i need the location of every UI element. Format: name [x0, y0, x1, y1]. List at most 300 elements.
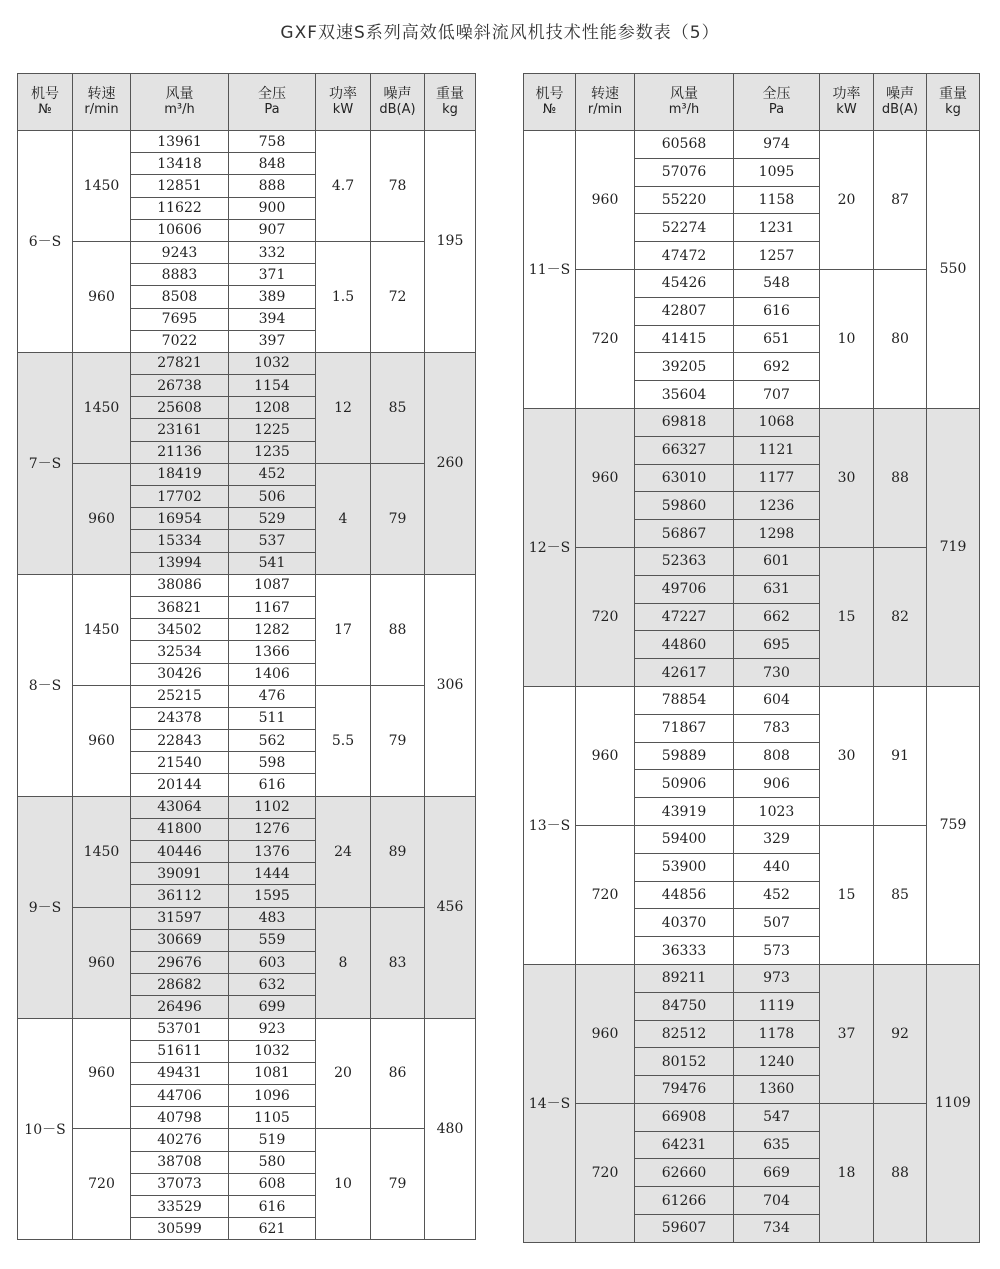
header-label: 噪声 — [383, 86, 412, 102]
header-unit: dB(A) — [881, 102, 919, 117]
pressure-cell: 601 — [734, 547, 820, 575]
airflow-cell: 7022 — [131, 330, 229, 352]
pressure-cell: 397 — [229, 330, 316, 352]
pressure-cell: 1167 — [229, 596, 316, 618]
pressure-cell: 1087 — [229, 574, 316, 596]
noise-cell: 88 — [371, 574, 425, 685]
pressure-cell: 506 — [229, 486, 316, 508]
pressure-cell: 1121 — [734, 436, 820, 464]
speed-cell: 720 — [576, 1103, 635, 1242]
header-unit: kW — [332, 102, 354, 117]
header-cell — [734, 74, 820, 131]
airflow-cell: 39205 — [635, 353, 734, 381]
airflow-cell: 8883 — [131, 264, 229, 286]
airflow-cell: 61266 — [635, 1187, 734, 1215]
pressure-cell: 537 — [229, 530, 316, 552]
model-number-cell: 8－S — [18, 574, 73, 796]
airflow-cell: 59889 — [635, 742, 734, 770]
speed-cell: 720 — [576, 269, 635, 408]
airflow-cell: 71867 — [635, 714, 734, 742]
airflow-cell: 41800 — [131, 818, 229, 840]
airflow-cell: 8508 — [131, 286, 229, 308]
header-label: 功率 — [329, 86, 357, 102]
pressure-cell: 1444 — [229, 863, 316, 885]
pressure-cell: 1178 — [734, 1020, 820, 1048]
table-row — [18, 241, 476, 263]
pressure-cell: 598 — [229, 752, 316, 774]
airflow-cell: 36821 — [131, 596, 229, 618]
speed-cell: 960 — [73, 907, 131, 1018]
header-unit: dB(A) — [379, 102, 416, 117]
header-cell — [73, 74, 131, 131]
pressure-cell: 529 — [229, 508, 316, 530]
table-row — [18, 1129, 476, 1151]
airflow-cell: 62660 — [635, 1159, 734, 1187]
weight-cell: 306 — [425, 574, 476, 796]
airflow-cell: 41415 — [635, 325, 734, 353]
weight-cell: 1109 — [927, 964, 980, 1242]
model-number-cell: 14－S — [524, 964, 576, 1242]
table-row — [524, 269, 980, 297]
airflow-cell: 11622 — [131, 197, 229, 219]
table-row — [18, 574, 476, 596]
airflow-cell: 15334 — [131, 530, 229, 552]
airflow-cell: 59607 — [635, 1215, 734, 1243]
airflow-cell: 64231 — [635, 1131, 734, 1159]
pressure-cell: 707 — [734, 381, 820, 409]
pressure-cell: 906 — [734, 770, 820, 798]
header-unit: r/min — [587, 102, 623, 117]
airflow-cell: 38086 — [131, 574, 229, 596]
pressure-cell: 730 — [734, 659, 820, 687]
airflow-cell: 57076 — [635, 158, 734, 186]
airflow-cell: 21136 — [131, 441, 229, 463]
pressure-cell: 1276 — [229, 818, 316, 840]
speed-cell: 960 — [73, 685, 131, 796]
model-number-cell: 7－S — [18, 352, 73, 574]
airflow-cell: 69818 — [635, 408, 734, 436]
pressure-cell: 1595 — [229, 885, 316, 907]
pressure-cell: 547 — [734, 1103, 820, 1131]
noise-cell: 82 — [874, 547, 927, 686]
header-cell — [635, 74, 734, 131]
table-row — [18, 463, 476, 485]
airflow-cell: 44706 — [131, 1085, 229, 1107]
pressure-cell: 1095 — [734, 158, 820, 186]
airflow-cell: 32534 — [131, 641, 229, 663]
pressure-cell: 734 — [734, 1215, 820, 1243]
airflow-cell: 36333 — [635, 937, 734, 965]
airflow-cell: 31597 — [131, 907, 229, 929]
table-row — [524, 964, 980, 992]
noise-cell: 88 — [874, 408, 927, 547]
header-cell — [18, 74, 73, 131]
header-row — [524, 74, 980, 131]
header-label: 重量 — [436, 86, 464, 102]
airflow-cell: 33529 — [131, 1196, 229, 1218]
pressure-cell: 783 — [734, 714, 820, 742]
pressure-cell: 452 — [734, 881, 820, 909]
pressure-cell: 541 — [229, 552, 316, 574]
pressure-cell: 559 — [229, 929, 316, 951]
page-title: GXF双速S系列高效低噪斜流风机技术性能参数表（5） — [280, 23, 720, 43]
header-unit: kg — [442, 102, 458, 117]
pressure-cell: 519 — [229, 1129, 316, 1151]
airflow-cell: 26496 — [131, 996, 229, 1018]
power-cell: 15 — [820, 825, 874, 964]
power-cell: 24 — [316, 796, 371, 907]
airflow-cell: 13418 — [131, 153, 229, 175]
noise-cell: 89 — [371, 796, 425, 907]
airflow-cell: 82512 — [635, 1020, 734, 1048]
model-number-cell: 6－S — [18, 131, 73, 353]
pressure-cell: 394 — [229, 308, 316, 330]
pressure-cell: 483 — [229, 907, 316, 929]
pressure-cell: 974 — [734, 131, 820, 159]
header-unit: m³/h — [668, 102, 700, 117]
airflow-cell: 44860 — [635, 631, 734, 659]
airflow-cell: 63010 — [635, 464, 734, 492]
pressure-cell: 608 — [229, 1173, 316, 1195]
airflow-cell: 53701 — [131, 1018, 229, 1040]
power-cell: 20 — [820, 131, 874, 270]
table-row — [18, 685, 476, 707]
speed-cell: 960 — [73, 463, 131, 574]
airflow-cell: 49431 — [131, 1062, 229, 1084]
pressure-cell: 332 — [229, 241, 316, 263]
pressure-cell: 476 — [229, 685, 316, 707]
pressure-cell: 888 — [229, 175, 316, 197]
power-cell: 30 — [820, 686, 874, 825]
pressure-cell: 1208 — [229, 397, 316, 419]
pressure-cell: 621 — [229, 1218, 316, 1240]
weight-cell: 550 — [927, 131, 980, 409]
speed-cell: 960 — [576, 408, 635, 547]
table-row — [18, 352, 476, 374]
airflow-cell: 10606 — [131, 219, 229, 241]
model-number-cell: 13－S — [524, 686, 576, 964]
pressure-cell: 1023 — [734, 798, 820, 826]
power-cell: 1.5 — [316, 241, 371, 352]
airflow-cell: 24378 — [131, 707, 229, 729]
airflow-cell: 7695 — [131, 308, 229, 330]
pressure-cell: 1298 — [734, 520, 820, 548]
pressure-cell: 1154 — [229, 375, 316, 397]
airflow-cell: 13961 — [131, 131, 229, 153]
table-row — [524, 547, 980, 575]
table-row — [18, 1018, 476, 1040]
airflow-cell: 26738 — [131, 375, 229, 397]
pressure-cell: 1105 — [229, 1107, 316, 1129]
pressure-cell: 329 — [734, 825, 820, 853]
airflow-cell: 17702 — [131, 486, 229, 508]
noise-cell: 87 — [874, 131, 927, 270]
pressure-cell: 548 — [734, 269, 820, 297]
power-cell: 12 — [316, 352, 371, 463]
airflow-cell: 28682 — [131, 974, 229, 996]
airflow-cell: 49706 — [635, 575, 734, 603]
pressure-cell: 440 — [734, 853, 820, 881]
speed-cell: 720 — [576, 825, 635, 964]
airflow-cell: 59860 — [635, 492, 734, 520]
noise-cell: 72 — [371, 241, 425, 352]
pressure-cell: 616 — [229, 1196, 316, 1218]
pressure-cell: 1406 — [229, 663, 316, 685]
weight-cell: 260 — [425, 352, 476, 574]
spec-table-right — [523, 73, 980, 1243]
table-row — [524, 686, 980, 714]
header-label: 重量 — [939, 86, 967, 102]
airflow-cell: 40798 — [131, 1107, 229, 1129]
header-cell — [820, 74, 874, 131]
airflow-cell: 79476 — [635, 1076, 734, 1104]
power-cell: 30 — [820, 408, 874, 547]
noise-cell: 86 — [371, 1018, 425, 1129]
airflow-cell: 37073 — [131, 1173, 229, 1195]
header-label: 转速 — [591, 86, 619, 102]
header-unit: m³/h — [164, 102, 195, 117]
noise-cell: 88 — [874, 1103, 927, 1242]
pressure-cell: 1366 — [229, 641, 316, 663]
speed-cell: 960 — [576, 964, 635, 1103]
power-cell: 10 — [316, 1129, 371, 1240]
speed-cell: 960 — [576, 686, 635, 825]
header-label: 噪声 — [886, 86, 914, 102]
airflow-cell: 47227 — [635, 603, 734, 631]
airflow-cell: 45426 — [635, 269, 734, 297]
pressure-cell: 1282 — [229, 619, 316, 641]
speed-cell: 960 — [576, 131, 635, 270]
pressure-cell: 371 — [229, 264, 316, 286]
header-cell — [927, 74, 980, 131]
weight-cell: 759 — [927, 686, 980, 964]
airflow-cell: 23161 — [131, 419, 229, 441]
model-number-cell: 12－S — [524, 408, 576, 686]
pressure-cell: 907 — [229, 219, 316, 241]
pressure-cell: 1032 — [229, 352, 316, 374]
pressure-cell: 662 — [734, 603, 820, 631]
pressure-cell: 1360 — [734, 1076, 820, 1104]
pressure-cell: 1225 — [229, 419, 316, 441]
pressure-cell: 1177 — [734, 464, 820, 492]
header-unit: № — [542, 102, 557, 117]
airflow-cell: 56867 — [635, 520, 734, 548]
power-cell: 37 — [820, 964, 874, 1103]
airflow-cell: 27821 — [131, 352, 229, 374]
noise-cell: 78 — [371, 131, 425, 242]
pressure-cell: 507 — [734, 909, 820, 937]
airflow-cell: 39091 — [131, 863, 229, 885]
pressure-cell: 573 — [734, 937, 820, 965]
pressure-cell: 1158 — [734, 186, 820, 214]
airflow-cell: 84750 — [635, 992, 734, 1020]
airflow-cell: 16954 — [131, 508, 229, 530]
noise-cell: 92 — [874, 964, 927, 1103]
header-label: 机号 — [31, 86, 59, 102]
noise-cell: 85 — [874, 825, 927, 964]
pressure-cell: 580 — [229, 1151, 316, 1173]
header-cell — [874, 74, 927, 131]
airflow-cell: 40446 — [131, 841, 229, 863]
airflow-cell: 42617 — [635, 659, 734, 687]
airflow-cell: 78854 — [635, 686, 734, 714]
airflow-cell: 20144 — [131, 774, 229, 796]
airflow-cell: 30426 — [131, 663, 229, 685]
airflow-cell: 22843 — [131, 730, 229, 752]
pressure-cell: 758 — [229, 131, 316, 153]
speed-cell: 1450 — [73, 796, 131, 907]
airflow-cell: 89211 — [635, 964, 734, 992]
table-row — [524, 131, 980, 159]
airflow-cell: 25608 — [131, 397, 229, 419]
pressure-cell: 651 — [734, 325, 820, 353]
pressure-cell: 632 — [229, 974, 316, 996]
airflow-cell: 60568 — [635, 131, 734, 159]
airflow-cell: 40370 — [635, 909, 734, 937]
pressure-cell: 1068 — [734, 408, 820, 436]
weight-cell: 719 — [927, 408, 980, 686]
header-cell — [131, 74, 229, 131]
header-cell — [524, 74, 576, 131]
pressure-cell: 695 — [734, 631, 820, 659]
pressure-cell: 1376 — [229, 841, 316, 863]
pressure-cell: 923 — [229, 1018, 316, 1040]
weight-cell: 480 — [425, 1018, 476, 1240]
pressure-cell: 389 — [229, 286, 316, 308]
header-cell — [316, 74, 371, 131]
pressure-cell: 1257 — [734, 242, 820, 270]
header-label: 转速 — [87, 86, 116, 102]
power-cell: 18 — [820, 1103, 874, 1242]
pressure-cell: 1096 — [229, 1085, 316, 1107]
speed-cell: 1450 — [73, 352, 131, 463]
pressure-cell: 1236 — [734, 492, 820, 520]
airflow-cell: 29676 — [131, 951, 229, 973]
airflow-cell: 43919 — [635, 798, 734, 826]
noise-cell: 79 — [371, 1129, 425, 1240]
pressure-cell: 604 — [734, 686, 820, 714]
airflow-cell: 42807 — [635, 297, 734, 325]
airflow-cell: 36112 — [131, 885, 229, 907]
airflow-cell: 35604 — [635, 381, 734, 409]
airflow-cell: 80152 — [635, 1048, 734, 1076]
header-unit: r/min — [84, 102, 119, 117]
speed-cell: 720 — [73, 1129, 131, 1240]
pressure-cell: 973 — [734, 964, 820, 992]
noise-cell: 80 — [874, 269, 927, 408]
pressure-cell: 692 — [734, 353, 820, 381]
airflow-cell: 59400 — [635, 825, 734, 853]
pressure-cell: 635 — [734, 1131, 820, 1159]
speed-cell: 1450 — [73, 131, 131, 242]
spec-table-left — [17, 73, 476, 1240]
header-label: 风量 — [670, 86, 698, 102]
airflow-cell: 51611 — [131, 1040, 229, 1062]
airflow-cell: 12851 — [131, 175, 229, 197]
airflow-cell: 43064 — [131, 796, 229, 818]
header-label: 全压 — [762, 86, 791, 102]
pressure-cell: 1235 — [229, 441, 316, 463]
table-row — [524, 408, 980, 436]
model-number-cell: 11－S — [524, 131, 576, 409]
noise-cell: 85 — [371, 352, 425, 463]
pressure-cell: 616 — [229, 774, 316, 796]
pressure-cell: 452 — [229, 463, 316, 485]
header-unit: kg — [945, 102, 961, 117]
table-row — [18, 131, 476, 153]
pressure-cell: 669 — [734, 1159, 820, 1187]
pressure-cell: 699 — [229, 996, 316, 1018]
table-row — [524, 1103, 980, 1131]
pressure-cell: 1032 — [229, 1040, 316, 1062]
airflow-cell: 13994 — [131, 552, 229, 574]
pressure-cell: 848 — [229, 153, 316, 175]
pressure-cell: 1081 — [229, 1062, 316, 1084]
speed-cell: 960 — [73, 241, 131, 352]
pressure-cell: 1240 — [734, 1048, 820, 1076]
pressure-cell: 704 — [734, 1187, 820, 1215]
speed-cell: 720 — [576, 547, 635, 686]
weight-cell: 195 — [425, 131, 476, 353]
header-unit: Pa — [768, 102, 785, 117]
airflow-cell: 55220 — [635, 186, 734, 214]
header-label: 风量 — [165, 86, 194, 102]
header-cell — [425, 74, 476, 131]
noise-cell: 91 — [874, 686, 927, 825]
pressure-cell: 616 — [734, 297, 820, 325]
airflow-cell: 47472 — [635, 242, 734, 270]
header-label: 机号 — [535, 86, 564, 102]
airflow-cell: 30599 — [131, 1218, 229, 1240]
airflow-cell: 66327 — [635, 436, 734, 464]
pressure-cell: 808 — [734, 742, 820, 770]
airflow-cell: 50906 — [635, 770, 734, 798]
pressure-cell: 562 — [229, 730, 316, 752]
speed-cell: 1450 — [73, 574, 131, 685]
pressure-cell: 1102 — [229, 796, 316, 818]
airflow-cell: 66908 — [635, 1103, 734, 1131]
header-unit: kW — [836, 102, 857, 117]
airflow-cell: 30669 — [131, 929, 229, 951]
power-cell: 17 — [316, 574, 371, 685]
airflow-cell: 21540 — [131, 752, 229, 774]
header-label: 功率 — [832, 86, 861, 102]
table-row — [18, 796, 476, 818]
pressure-cell: 603 — [229, 951, 316, 973]
header-unit: № — [38, 102, 52, 117]
airflow-cell: 52274 — [635, 214, 734, 242]
table-row — [524, 825, 980, 853]
noise-cell: 83 — [371, 907, 425, 1018]
airflow-cell: 38708 — [131, 1151, 229, 1173]
header-cell — [576, 74, 635, 131]
power-cell: 5.5 — [316, 685, 371, 796]
airflow-cell: 40276 — [131, 1129, 229, 1151]
table-row — [18, 907, 476, 929]
power-cell: 15 — [820, 547, 874, 686]
noise-cell: 79 — [371, 463, 425, 574]
airflow-cell: 44856 — [635, 881, 734, 909]
header-cell — [371, 74, 425, 131]
airflow-cell: 53900 — [635, 853, 734, 881]
airflow-cell: 52363 — [635, 547, 734, 575]
power-cell: 20 — [316, 1018, 371, 1129]
header-label: 全压 — [258, 86, 286, 102]
airflow-cell: 18419 — [131, 463, 229, 485]
airflow-cell: 25215 — [131, 685, 229, 707]
power-cell: 4 — [316, 463, 371, 574]
airflow-cell: 9243 — [131, 241, 229, 263]
